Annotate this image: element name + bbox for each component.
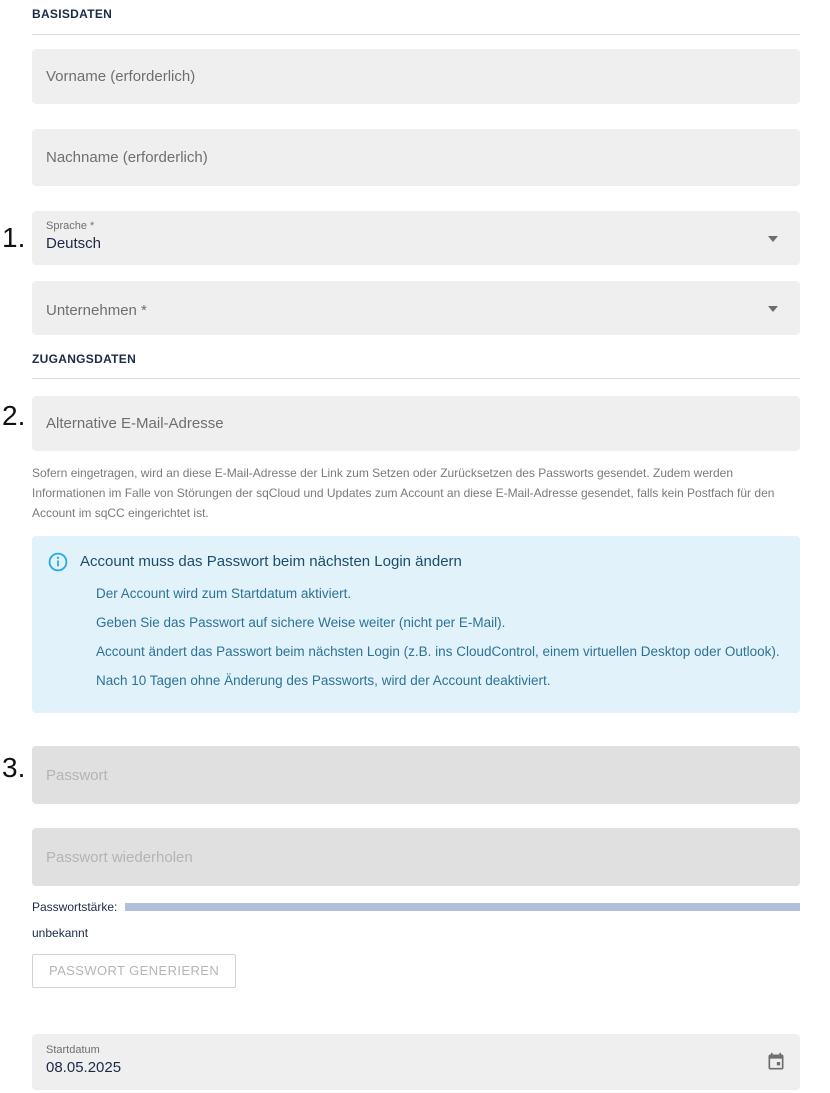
nachname-input[interactable] bbox=[32, 129, 800, 186]
info-circle-icon bbox=[48, 552, 68, 572]
divider bbox=[32, 34, 800, 35]
vorname-field[interactable] bbox=[32, 49, 800, 104]
passwort-wiederholen-field[interactable] bbox=[32, 828, 800, 886]
sprache-select[interactable] bbox=[32, 211, 800, 265]
passwort-field[interactable] bbox=[32, 746, 800, 804]
info-line: Geben Sie das Passwort auf sichere Weise weiter (nicht per E-Mail). bbox=[96, 615, 506, 630]
sprache-value: Deutsch bbox=[46, 235, 102, 252]
chevron-down-icon bbox=[768, 236, 778, 242]
divider bbox=[32, 378, 800, 379]
chevron-down-icon bbox=[768, 306, 778, 312]
section-title-zugangsdaten: ZUGANGSDATEN bbox=[32, 352, 137, 366]
callout-number-3: 3. bbox=[2, 752, 26, 783]
callout-number-2: 2. bbox=[2, 400, 26, 431]
section-title-basisdaten: BASISDATEN bbox=[32, 7, 113, 21]
startdatum-label: Startdatum bbox=[46, 1044, 100, 1056]
password-strength-value: unbekannt bbox=[32, 926, 89, 940]
password-strength-row bbox=[32, 900, 800, 914]
passwort-input[interactable] bbox=[32, 746, 800, 804]
vorname-input[interactable] bbox=[32, 49, 800, 104]
callout-number-1: 1. bbox=[2, 222, 26, 253]
info-line: Nach 10 Tagen ohne Änderung des Passworts, wird der Account deaktiviert. bbox=[96, 673, 551, 688]
generate-password-button[interactable]: PASSWORT GENERIEREN bbox=[32, 954, 236, 988]
sprache-label: Sprache * bbox=[46, 220, 95, 232]
alternative-email-input[interactable] bbox=[32, 396, 800, 451]
unternehmen-select[interactable] bbox=[32, 281, 800, 335]
password-strength-bar bbox=[125, 903, 800, 911]
info-box-title: Account muss das Passwort beim nächsten Login ändern bbox=[80, 553, 462, 570]
password-strength-label: Passwortstärke: bbox=[32, 900, 118, 914]
calendar-icon[interactable] bbox=[766, 1052, 786, 1072]
nachname-field[interactable] bbox=[32, 129, 800, 186]
startdatum-value: 08.05.2025 bbox=[46, 1059, 122, 1076]
passwort-wiederholen-input[interactable] bbox=[32, 828, 800, 886]
alternative-email-field[interactable] bbox=[32, 396, 800, 451]
password-change-info-box bbox=[32, 536, 800, 713]
unternehmen-placeholder: Unternehmen * bbox=[46, 302, 147, 319]
info-line: Der Account wird zum Startdatum aktiviert. bbox=[96, 586, 352, 601]
info-line: Account ändert das Passwort beim nächsten Login (z.B. ins CloudControl, einem virtuellen Desktop oder Outlook). bbox=[96, 644, 780, 659]
email-helper-text: Sofern eingetragen, wird an diese E-Mail-Adresse der Link zum Setzen oder Zurücksetzen des Passworts gesendet. Zudem werden Informationen im Falle von Störungen der sqCloud und Updates zum Account an diese E-Mail-Adresse gesendet, falls kein Postfach für den Account im sqCC eingerichtet ist. bbox=[32, 466, 775, 520]
startdatum-field[interactable] bbox=[32, 1034, 800, 1090]
